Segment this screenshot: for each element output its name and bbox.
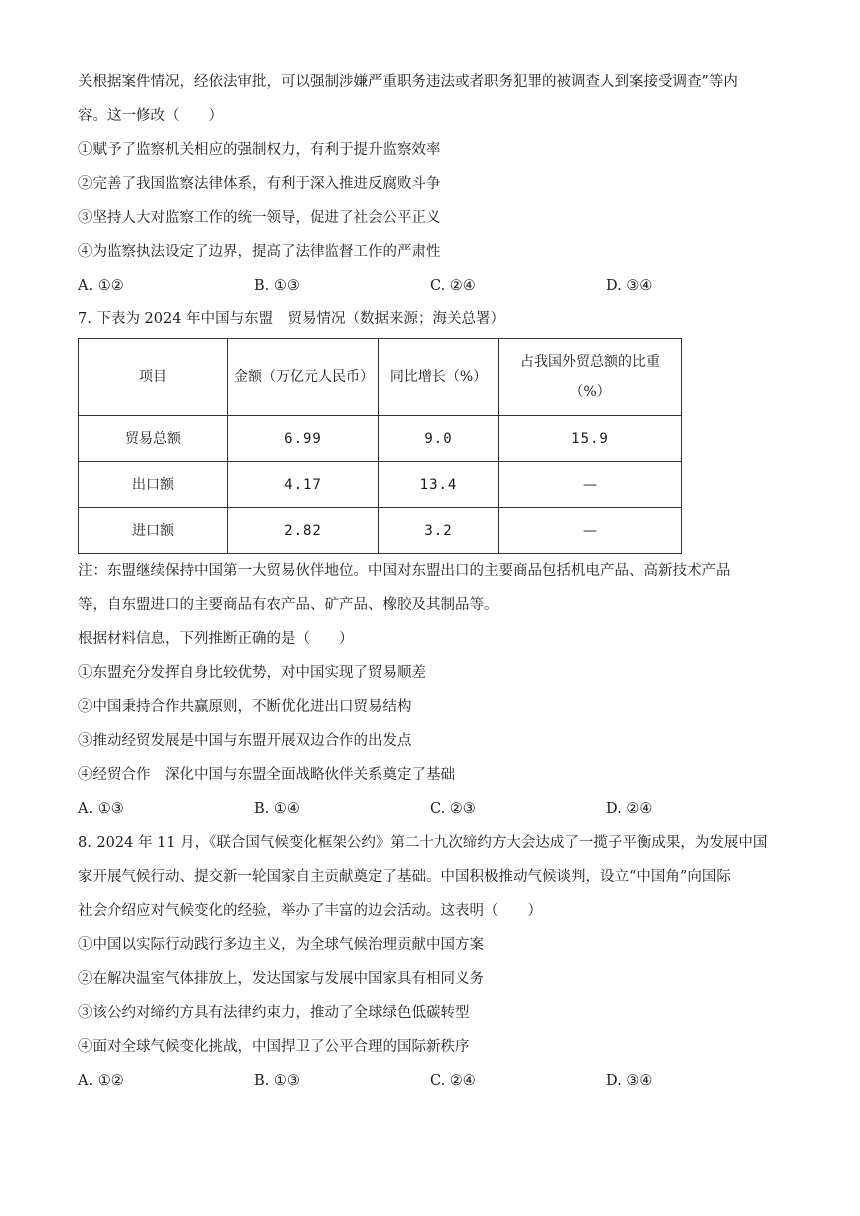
table-row <box>79 462 682 508</box>
table-cell: — <box>499 508 682 554</box>
q8-option-d: D. ③④ <box>606 1073 653 1089</box>
q8-option-c: C. ②④ <box>430 1073 476 1089</box>
q8-option-a: A. ①② <box>78 1073 124 1089</box>
table-row <box>79 508 682 554</box>
table-header-row <box>79 339 682 416</box>
header-growth: 同比增长（%） <box>379 339 499 416</box>
q8-options <box>78 1071 778 1091</box>
q6-option-b: B. ①③ <box>254 278 300 294</box>
q7-question: 根据材料信息，下列推断正确的是（ ） <box>78 631 354 647</box>
table-cell: 6.99 <box>228 416 379 462</box>
q8-option-b: B. ①③ <box>254 1073 300 1089</box>
table-cell: 出口额 <box>79 462 228 508</box>
header-amount: 金额（万亿元人民币） <box>228 339 379 416</box>
q6-item-1: ①赋予了监察机关相应的强制权力，有利于提升监察效率 <box>78 142 441 158</box>
q7-item-3: ③推动经贸发展是中国与东盟开展双边合作的出发点 <box>78 733 412 749</box>
q8-item-1: ①中国以实际行动践行多边主义，为全球气候治理贡献中国方案 <box>78 937 484 953</box>
header-share: 占我国外贸总额的比重（%） <box>499 339 682 416</box>
q6-stem-line-1: 关根据案件情况，经依法审批，可以强制涉嫌严重职务违法或者职务犯罪的被调查人到案接受调查”等内 <box>78 74 738 90</box>
table-cell: — <box>499 462 682 508</box>
q7-note-line-2: 等，自东盟进口的主要商品有农产品、矿产品、橡胶及其制品等。 <box>78 597 499 613</box>
table-cell: 进口额 <box>79 508 228 554</box>
q7-item-4: ④经贸合作 深化中国与东盟全面战略伙伴关系奠定了基础 <box>78 767 455 783</box>
q6-option-d: D. ③④ <box>606 278 653 294</box>
q8-stem-line-2: 家开展气候行动、提交新一轮国家自主贡献奠定了基础。中国积极推动气候谈判，设立“中国角”向国际 <box>78 869 731 885</box>
q6-option-a: A. ①② <box>78 278 124 294</box>
table-cell: 15.9 <box>499 416 682 462</box>
q6-item-4: ④为监察执法设定了边界，提高了法律监督工作的严肃性 <box>78 244 441 260</box>
q8-item-3: ③该公约对缔约方具有法律约束力，推动了全球绿色低碳转型 <box>78 1005 470 1021</box>
q8-stem-line-1: 8. 2024 年 11 月，《联合国气候变化框架公约》第二十九次缔约方大会达成了一揽子平衡成果，为发展中国 <box>78 835 768 851</box>
q7-option-d: D. ②④ <box>606 801 653 817</box>
trade-table <box>78 338 682 554</box>
q6-stem-line-2: 容。这一修改（ ） <box>78 108 223 124</box>
q7-item-1: ①东盟充分发挥自身比较优势，对中国实现了贸易顺差 <box>78 665 426 681</box>
q7-option-a: A. ①③ <box>78 801 124 817</box>
table-cell: 贸易总额 <box>79 416 228 462</box>
q7-options <box>78 799 778 819</box>
table-cell: 3.2 <box>379 508 499 554</box>
q8-stem-line-3: 社会介绍应对气候变化的经验，举办了丰富的边会活动。这表明（ ） <box>78 903 542 919</box>
table-cell: 9.0 <box>379 416 499 462</box>
table-cell: 4.17 <box>228 462 379 508</box>
table-cell: 2.82 <box>228 508 379 554</box>
q7-option-b: B. ①④ <box>254 801 300 817</box>
q6-item-3: ③坚持人大对监察工作的统一领导，促进了社会公平正义 <box>78 210 441 226</box>
q7-note-line-1: 注：东盟继续保持中国第一大贸易伙伴地位。中国对东盟出口的主要商品包括机电产品、高新技术产品 <box>78 563 731 579</box>
q6-options <box>78 276 778 296</box>
header-item: 项目 <box>79 339 228 416</box>
table-cell: 13.4 <box>379 462 499 508</box>
q8-item-4: ④面对全球气候变化挑战，中国捍卫了公平合理的国际新秩序 <box>78 1039 470 1055</box>
q7-item-2: ②中国秉持合作共赢原则，不断优化进出口贸易结构 <box>78 699 412 715</box>
table-row <box>79 416 682 462</box>
q8-item-2: ②在解决温室气体排放上，发达国家与发展中国家具有相同义务 <box>78 971 484 987</box>
q7-title: 7. 下表为 2024 年中国与东盟 贸易情况（数据来源；海关总署） <box>78 311 506 327</box>
q6-option-c: C. ②④ <box>430 278 476 294</box>
q6-item-2: ②完善了我国监察法律体系，有利于深入推进反腐败斗争 <box>78 176 441 192</box>
q7-option-c: C. ②③ <box>430 801 476 817</box>
